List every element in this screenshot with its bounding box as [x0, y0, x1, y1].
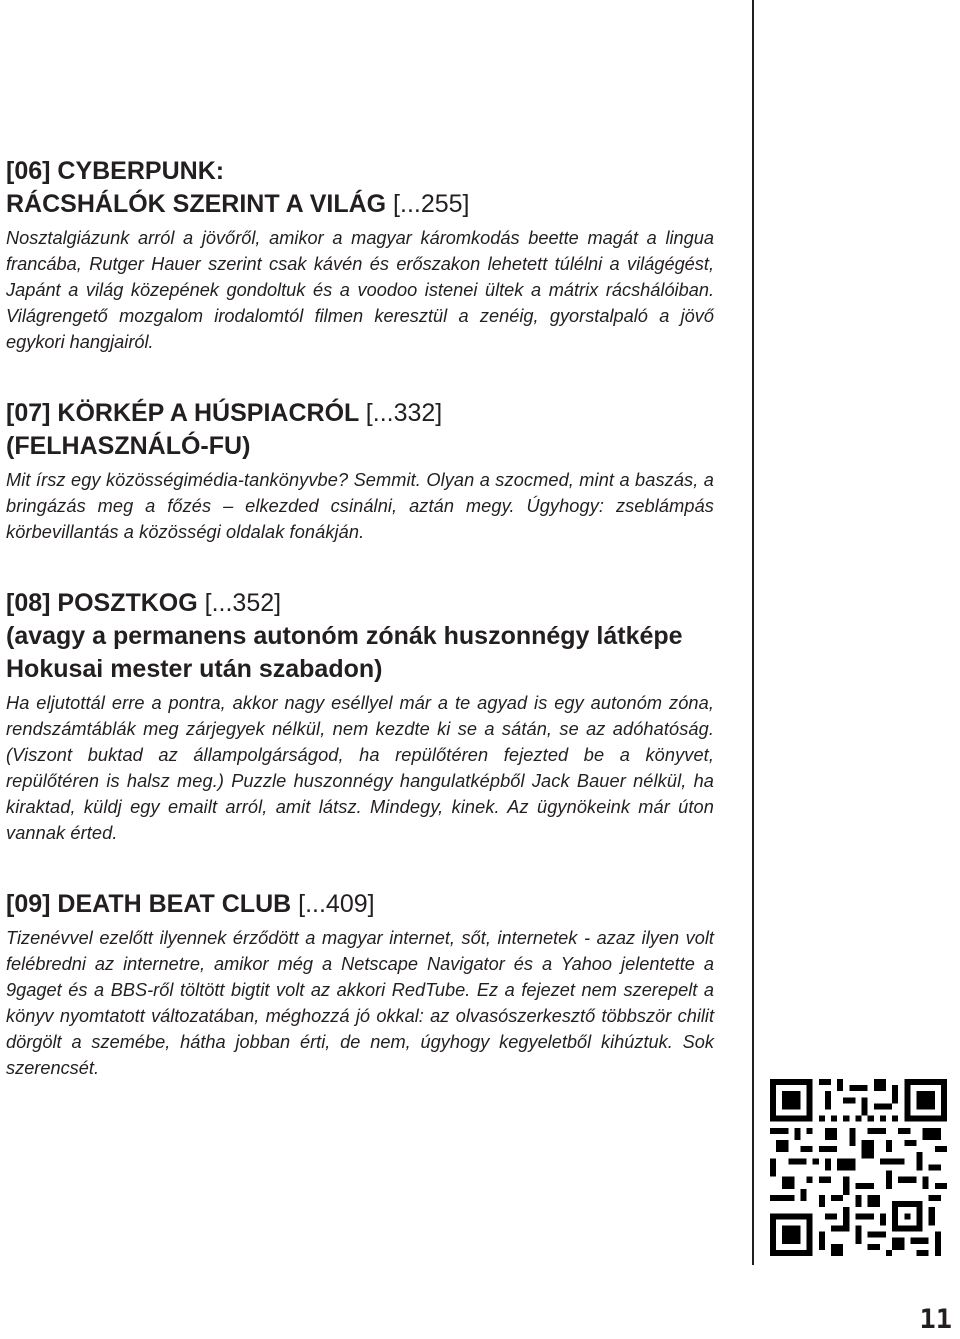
chapter-09-title [6, 888, 714, 921]
chapter-08-description: Ha eljutottál erre a pontra, akkor nagy eséllyel már a te agyad is egy autonóm zóna, rendszámtáblák meg zárjegyek nélkül, nem kezdte ki se a sátán, se az adóhatóság. (Viszont buktad az állampolgárságod, ha repülőtéren fejezted be a könyvet, repülőtéren is halsz meg.) Puzzle huszonnégy hangulatképből Jack Bauer nélkül, ha kiraktad, küldj egy emailt arról, amit látsz. Mindegy, kinek. Az ügynökeink már úton vannak érted. [6, 693, 714, 843]
chapter-06-title-line1: [06] CYBERPUNK: [6, 157, 225, 185]
chapter-06-title [6, 155, 714, 221]
chapter-07-page-ref: [...332] [365, 399, 443, 427]
chapter-08-title [6, 587, 714, 620]
chapter-07-title [6, 397, 714, 463]
qr-code[interactable] [770, 1079, 947, 1256]
chapter-06-page-ref: [...255] [393, 190, 470, 218]
page-number: 11 [919, 1304, 952, 1335]
chapter-08-subtitle: (avagy a permanens autonóm zónák huszonnégy látképe Hokusai mester után szabadon) [6, 622, 683, 683]
chapter-07-title-line2: (FELHASZNÁLÓ-FU) [6, 432, 251, 460]
chapter-list [6, 155, 714, 1123]
chapter-08-title-line1: [08] POSZTKOG [6, 589, 198, 617]
chapter-08-page-ref: [...352] [204, 589, 282, 617]
chapter-07-title-line1: [07] KÖRKÉP A HÚSPIACRÓL [6, 399, 359, 427]
chapter-09-title-line1: [09] DEATH BEAT CLUB [6, 890, 292, 918]
chapter-06-title-line2: RÁCSHÁLÓK SZERINT A VILÁG [6, 190, 387, 218]
chapter-07-description: Mit írsz egy közösségimédia-tankönyvbe? Semmit. Olyan a szocmed, mint a baszás, a bringázás meg a főzés – elkezded csinálni, aztán megy. Úgyhogy: zseblámpás körbevillantás a közösségi oldalak fonákján. [6, 470, 714, 542]
chapter-09 [6, 888, 714, 1081]
chapter-06 [6, 155, 714, 355]
chapter-07 [6, 397, 714, 545]
chapter-09-page-ref: [...409] [298, 890, 375, 918]
chapter-09-description: Tizenévvel ezelőtt ilyennek érződött a magyar internet, sőt, internetek - azaz ilyen volt felébredni az internetre, amikor még a Netscape Navigator és a Yahoo jelentette a 9gaget és a BBS-ről töltött bigtit volt az akkori RedTube. Ez a fejezet nem szerepelt a könyv nyomtatott változatában, méghozzá jó okkal: az olvasószerkesztő többször chilit dörgölt a szemébe, hátha jobban érti, de nem, úgyhogy kegyeletből kihúztuk. Sok szerencsét. [6, 928, 714, 1078]
chapter-06-description: Nosztalgiázunk arról a jövőről, amikor a magyar káromkodás beette magát a lingua francába, Rutger Hauer szerint csak kávén és erőszakon lehetett túlélni a világégést, Japánt a világ közepének gondoltuk és a voodoo istenei ültek a mátrix rácshálóiban. Világrengető mozgalom irodalomtól filmen keresztül a zenéig, gyorstalpaló a jövő egykori hangjairól. [6, 228, 714, 352]
vertical-divider [752, 0, 754, 1265]
chapter-08 [6, 587, 714, 846]
